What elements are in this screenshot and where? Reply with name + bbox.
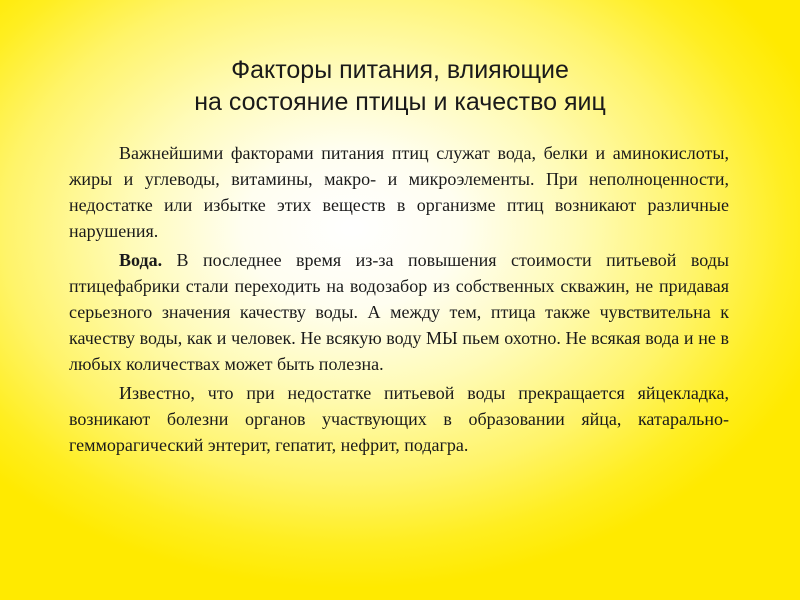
slide-title: [0, 54, 800, 118]
slide-title-line-1: Факторы питания, влияющие: [231, 56, 569, 84]
slide-title-line-2: на состояние птицы и качество яиц: [194, 88, 606, 116]
paragraph-text: Известно, что при недостатке питьевой воды прекращается яйцекладка, возникают болезни органов участвующих в образовании яйца, катарально-гемморагический энтерит, гепатит, нефрит, подагра.: [69, 383, 729, 455]
paragraph-lead-water: Вода.: [119, 250, 163, 270]
paragraph-text: Важнейшими факторами питания птиц служат вода, белки и аминокислоты, жиры и углеводы, витамины, макро- и микроэлементы. При неполноценности, недостатке или избытке этих веществ в организме птиц возникают различные нарушения.: [69, 143, 729, 241]
paragraph-water-deficit: [69, 380, 729, 458]
paragraph-text: В последнее время из-за повышения стоимости питьевой воды птицефабрики стали переходить на водозабор из собственных скважин, не придавая серьезного значения качеству воды. А между тем, птица также чувствительна к качеству воды, как и человек. Не всякую воду МЫ пьем охотно. Не всякая вода и не в любых количествах может быть полезна.: [69, 250, 729, 374]
paragraph-water: [69, 247, 729, 377]
paragraph-nutrition-factors: [69, 140, 729, 244]
slide-body: [69, 140, 729, 461]
